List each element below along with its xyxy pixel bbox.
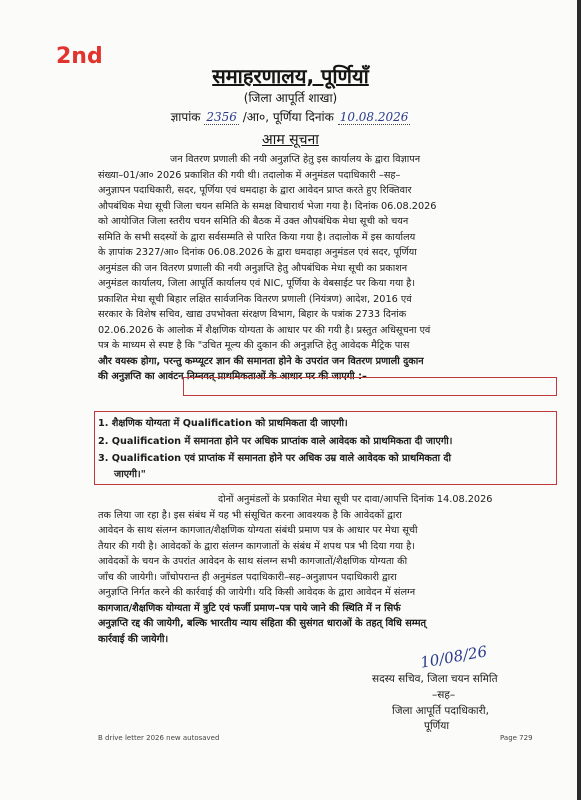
office-title: समाहरणालय, पूर्णियाँ	[212, 64, 369, 88]
footer-left: B drive letter 2026 new autosaved	[98, 734, 220, 742]
priority-item: 3. Qualification एवं प्राप्तांक में समानता होने पर अधिक उम्र वाले आवेदक को प्राथमिकता दी	[98, 453, 452, 464]
ref-number: 2356	[206, 110, 237, 124]
signatory-place: पूर्णिया	[424, 720, 450, 732]
body-line: दोनों अनुमंडलों के प्रकाशित मेधा सूची पर दावा/आपत्ति दिनांक 14.08.2026	[218, 494, 493, 505]
copy-tag: 2nd	[56, 44, 103, 69]
notice-body	[98, 152, 532, 385]
handwritten-signature: 10/08/26	[418, 642, 489, 672]
ref-date: 10.08.2026	[339, 110, 409, 124]
signatory-sah: –सह–	[432, 689, 456, 701]
signatory-designation: सदस्य सचिव, जिला चयन समिति	[372, 673, 498, 685]
body-line: जन वितरण प्रणाली की नयी अनुज्ञप्ति हेतु इस कार्यालय के द्वारा विज्ञापन	[170, 154, 421, 165]
priority-list	[98, 416, 550, 482]
body-line: को आयोजित जिला स्तरीय चयन समिति की बैठक में उक्त औपबंधिक मेधा सूची को चयन	[98, 216, 409, 227]
ref-prefix: ज्ञापांक	[170, 110, 201, 124]
body-line: पत्र के माध्यम से स्पष्ट है कि "उचित मूल्य की दुकान की अनुज्ञप्ति हेतु आवेदक मैट्रिक पास	[98, 340, 410, 351]
body-line: तक लिया जा रहा है। इस संबंध में यह भी संसूचित करना आवश्यक है कि आवेदकों द्वारा	[98, 509, 402, 521]
body-line: के ज्ञापांक 2327/आ० दिनांक 06.08.2026 के द्वारा धमदाहा अनुमंडल एवं सदर, पूर्णिया	[98, 247, 417, 258]
reference-line	[0, 108, 581, 125]
highlight-box-computer-knowledge	[183, 377, 557, 396]
body-line: कागजात/शैक्षणिक योग्यता में त्रुटि एवं फर्जी प्रमाण–पत्र पाये जाने की स्थिति में न सिर्फ	[98, 602, 401, 614]
body-line: आवेदन के साथ संलग्न कागजात/शैक्षणिक योग्यता संबंधी प्रमाण पत्र के आधार पर मेधा सूची	[98, 525, 418, 536]
notice-body-continued	[98, 492, 532, 647]
body-line: अनुमंडल की जन वितरण प्रणाली की नयी अनुज्ञप्ति हेतु औपबंधिक मेधा सूची का प्रकाशन	[98, 262, 408, 274]
body-line: की अनुज्ञप्ति का आवंटन निम्नवत् प्राथमिकताओं के आधार पर की जाएगी :–	[98, 371, 367, 382]
body-line: कार्रवाई की जायेगी।	[98, 633, 169, 645]
body-line: समिति के सभी सदस्यों के द्वारा सर्वसम्मति से पारित किया गया है। तदालोक में इस कार्यालय	[98, 231, 416, 243]
footer-right: Page 729	[500, 734, 533, 742]
body-line: और वयस्क होगा, परन्तु कम्प्यूटर ज्ञान की समानता होने के उपरांत जन वितरण प्रणाली दुकान	[98, 355, 424, 367]
body-line: तैयार की गयी है। आवेदकों के द्वारा संलग्न कागजातों के संबंध में शपथ पत्र भी दिया गया है।	[98, 540, 415, 552]
body-line: आवेदकों के चयन के उपरांत आवेदन के साथ संलग्न सभी कागजातों/शैक्षणिक योग्यता की	[98, 556, 408, 567]
priority-item: जाएगी।"	[114, 468, 146, 480]
signatory-office: जिला आपूर्ति पदाधिकारी,	[392, 705, 489, 717]
body-line: अनुमंडल कार्यालय, जिला आपूर्ति कार्यालय एवं NIC, पूर्णिया के वेबसाईट पर किया गया है।	[98, 278, 415, 289]
body-line: अनुज्ञप्ति रद्द की जायेगी, बल्कि भारतीय न्याय संहिता की सुसंगत धाराओं के तहत् विधि सम्मत्	[98, 618, 427, 629]
body-line: अनुज्ञप्ति निर्गत करने की कार्रवाई की जायेगी। यदि किसी आवेदक के द्वारा आवेदन में संलग्न	[98, 587, 416, 598]
body-line: औपबंधिक मेधा सूची जिला चयन समिति के समक्ष विचारार्थ भेजा गया है। दिनांक 06.08.2026	[98, 200, 437, 212]
priority-item: 1. शैक्षणिक योग्यता में Qualification को प्राथमिकता दी जाएगी।	[98, 418, 348, 429]
body-line: सरकार के विशेष सचिव, खाद्य उपभोक्ता संरक्षण विभाग, बिहार के पत्रांक 2733 दिनांक	[98, 309, 407, 320]
priority-item: 2. Qualification में समानता होने पर अधिक प्राप्तांक वाले आवेदक को प्राथमिकता दी जाएगी।	[98, 435, 453, 447]
body-line: अनुज्ञापन पदाधिकारी, सदर, पूर्णिया एवं धमदाहा के द्वारा आवेदन प्राप्त करते हुए रिक्तिवार	[98, 185, 412, 196]
body-line: संख्या–01/आ० 2026 प्रकाशित की गयी थी। तदालोक में अनुमंडल पदाधिकारी –सह–	[98, 169, 401, 181]
body-line: जाँच की जायेगी। जाँचोपरान्त ही अनुमंडल पदाधिकारी–सह–अनुज्ञापन पदाधिकारी द्वारा	[98, 571, 397, 583]
body-line: प्रकाशित मेधा सूची बिहार लक्षित सार्वजनिक वितरण प्रणाली (नियंत्रण) आदेश, 2016 एवं	[98, 293, 412, 305]
body-line: 02.06.2026 के आलोक में शैक्षणिक योग्यता के आधार पर की गयी है। प्रस्तुत अधिसूचना एवं	[98, 324, 431, 336]
office-subtitle: (जिला आपूर्ति शाखा)	[243, 91, 338, 105]
notice-title: आम सूचना	[262, 132, 319, 148]
ref-mid: /आ०, पूर्णिया दिनांक	[242, 110, 334, 124]
